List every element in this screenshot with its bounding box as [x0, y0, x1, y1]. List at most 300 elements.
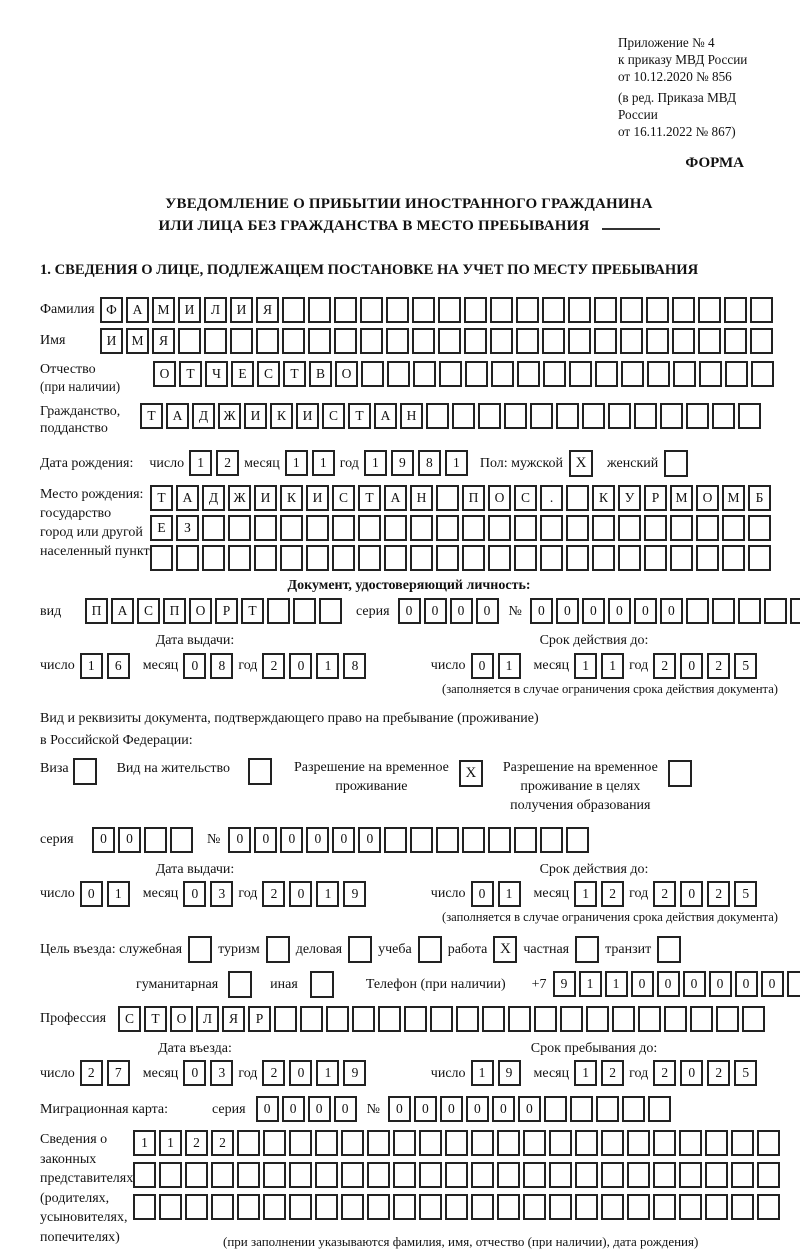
char-cell[interactable]: 0: [660, 598, 683, 624]
char-cell[interactable]: 0: [183, 881, 206, 907]
profession-cells[interactable]: [118, 1006, 765, 1032]
char-cell[interactable]: 1: [316, 881, 339, 907]
char-cell[interactable]: А: [374, 403, 397, 429]
char-cell[interactable]: Т: [140, 403, 163, 429]
char-cell[interactable]: [384, 515, 407, 541]
char-cell[interactable]: М: [126, 328, 149, 354]
char-cell[interactable]: О: [189, 598, 212, 624]
char-cell[interactable]: 0: [450, 598, 473, 624]
char-cell[interactable]: [653, 1194, 676, 1220]
char-cell[interactable]: [575, 1162, 598, 1188]
char-cell[interactable]: [627, 1130, 650, 1156]
char-cell[interactable]: Д: [192, 403, 215, 429]
char-cell[interactable]: [742, 1006, 765, 1032]
char-cell[interactable]: [751, 361, 774, 387]
char-cell[interactable]: 0: [282, 1096, 305, 1122]
char-cell[interactable]: 1: [498, 653, 521, 679]
char-cell[interactable]: 0: [289, 881, 312, 907]
char-cell[interactable]: [750, 297, 773, 323]
char-cell[interactable]: [696, 545, 719, 571]
char-cell[interactable]: [393, 1130, 416, 1156]
migration-card-series-cells[interactable]: [256, 1096, 357, 1122]
id-doc-number-cells[interactable]: [530, 598, 800, 624]
char-cell[interactable]: 0: [256, 1096, 279, 1122]
char-cell[interactable]: [211, 1162, 234, 1188]
char-cell[interactable]: [488, 515, 511, 541]
char-cell[interactable]: 3: [210, 1060, 233, 1086]
char-cell[interactable]: [462, 545, 485, 571]
char-cell[interactable]: [308, 328, 331, 354]
id-doc-kind-cells[interactable]: [85, 598, 342, 624]
char-cell[interactable]: [670, 515, 693, 541]
char-cell[interactable]: [280, 515, 303, 541]
char-cell[interactable]: [300, 1006, 323, 1032]
char-cell[interactable]: [274, 1006, 297, 1032]
char-cell[interactable]: К: [280, 485, 303, 511]
id-expiry-year-cells[interactable]: [653, 653, 757, 679]
birth-day-cells[interactable]: [189, 450, 239, 476]
char-cell[interactable]: 7: [107, 1060, 130, 1086]
char-cell[interactable]: [445, 1162, 468, 1188]
char-cell[interactable]: [738, 403, 761, 429]
char-cell[interactable]: О: [335, 361, 358, 387]
char-cell[interactable]: [228, 515, 251, 541]
char-cell[interactable]: [436, 545, 459, 571]
char-cell[interactable]: Ф: [100, 297, 123, 323]
char-cell[interactable]: [575, 1130, 598, 1156]
char-cell[interactable]: [653, 1130, 676, 1156]
char-cell[interactable]: О: [696, 485, 719, 511]
middlename-cells[interactable]: [153, 361, 774, 387]
char-cell[interactable]: [534, 1006, 557, 1032]
char-cell[interactable]: [367, 1194, 390, 1220]
char-cell[interactable]: 9: [343, 881, 366, 907]
char-cell[interactable]: [386, 297, 409, 323]
resid-issue-day-cells[interactable]: [80, 881, 130, 907]
char-cell[interactable]: [653, 1162, 676, 1188]
char-cell[interactable]: [332, 515, 355, 541]
char-cell[interactable]: Р: [215, 598, 238, 624]
char-cell[interactable]: [514, 827, 537, 853]
char-cell[interactable]: И: [306, 485, 329, 511]
char-cell[interactable]: 0: [183, 653, 206, 679]
char-cell[interactable]: [530, 403, 553, 429]
char-cell[interactable]: [387, 361, 410, 387]
char-cell[interactable]: 0: [471, 881, 494, 907]
representatives-cells-row3[interactable]: [133, 1194, 780, 1220]
purpose-work-checkbox[interactable]: X: [493, 936, 517, 963]
char-cell[interactable]: 0: [680, 881, 703, 907]
char-cell[interactable]: [315, 1162, 338, 1188]
char-cell[interactable]: 0: [518, 1096, 541, 1122]
char-cell[interactable]: [705, 1162, 728, 1188]
char-cell[interactable]: [465, 361, 488, 387]
char-cell[interactable]: [237, 1162, 260, 1188]
char-cell[interactable]: 2: [216, 450, 239, 476]
char-cell[interactable]: [698, 297, 721, 323]
char-cell[interactable]: 1: [364, 450, 387, 476]
char-cell[interactable]: [595, 361, 618, 387]
char-cell[interactable]: [725, 361, 748, 387]
birthplace-cells-row1[interactable]: [150, 485, 771, 511]
char-cell[interactable]: [488, 827, 511, 853]
char-cell[interactable]: 9: [498, 1060, 521, 1086]
char-cell[interactable]: [334, 297, 357, 323]
char-cell[interactable]: [419, 1194, 442, 1220]
gender-female-checkbox[interactable]: [664, 450, 688, 477]
char-cell[interactable]: [594, 297, 617, 323]
birthplace-cells-row3[interactable]: [150, 545, 771, 571]
char-cell[interactable]: 5: [734, 881, 757, 907]
char-cell[interactable]: [679, 1194, 702, 1220]
char-cell[interactable]: [560, 1006, 583, 1032]
char-cell[interactable]: [686, 598, 709, 624]
char-cell[interactable]: [672, 328, 695, 354]
char-cell[interactable]: [722, 515, 745, 541]
char-cell[interactable]: 0: [254, 827, 277, 853]
id-doc-series-cells[interactable]: [398, 598, 499, 624]
citizenship-cells[interactable]: [140, 403, 761, 429]
char-cell[interactable]: С: [257, 361, 280, 387]
char-cell[interactable]: 1: [159, 1130, 182, 1156]
char-cell[interactable]: [267, 598, 290, 624]
char-cell[interactable]: [289, 1162, 312, 1188]
char-cell[interactable]: [315, 1194, 338, 1220]
char-cell[interactable]: 2: [262, 881, 285, 907]
char-cell[interactable]: 1: [445, 450, 468, 476]
char-cell[interactable]: 9: [343, 1060, 366, 1086]
char-cell[interactable]: [566, 545, 589, 571]
char-cell[interactable]: [757, 1162, 780, 1188]
char-cell[interactable]: [464, 328, 487, 354]
phone-cells[interactable]: [553, 971, 800, 997]
char-cell[interactable]: И: [100, 328, 123, 354]
char-cell[interactable]: [523, 1162, 546, 1188]
char-cell[interactable]: [722, 545, 745, 571]
char-cell[interactable]: И: [254, 485, 277, 511]
char-cell[interactable]: 2: [653, 881, 676, 907]
char-cell[interactable]: [638, 1006, 661, 1032]
char-cell[interactable]: [176, 545, 199, 571]
char-cell[interactable]: [436, 827, 459, 853]
char-cell[interactable]: [690, 1006, 713, 1032]
char-cell[interactable]: С: [137, 598, 160, 624]
char-cell[interactable]: [280, 545, 303, 571]
char-cell[interactable]: 0: [471, 653, 494, 679]
char-cell[interactable]: [211, 1194, 234, 1220]
char-cell[interactable]: 0: [735, 971, 758, 997]
char-cell[interactable]: 1: [579, 971, 602, 997]
char-cell[interactable]: [673, 361, 696, 387]
char-cell[interactable]: [586, 1006, 609, 1032]
char-cell[interactable]: [185, 1194, 208, 1220]
char-cell[interactable]: [282, 297, 305, 323]
char-cell[interactable]: [575, 1194, 598, 1220]
char-cell[interactable]: Ч: [205, 361, 228, 387]
char-cell[interactable]: [542, 328, 565, 354]
char-cell[interactable]: [644, 545, 667, 571]
char-cell[interactable]: [648, 1096, 671, 1122]
char-cell[interactable]: [569, 361, 592, 387]
char-cell[interactable]: [133, 1162, 156, 1188]
temp-residence-edu-checkbox[interactable]: [668, 760, 692, 787]
char-cell[interactable]: [679, 1162, 702, 1188]
char-cell[interactable]: [566, 515, 589, 541]
char-cell[interactable]: 0: [683, 971, 706, 997]
char-cell[interactable]: 2: [653, 1060, 676, 1086]
purpose-private-checkbox[interactable]: [575, 936, 599, 963]
char-cell[interactable]: [419, 1162, 442, 1188]
char-cell[interactable]: 0: [358, 827, 381, 853]
char-cell[interactable]: 2: [653, 653, 676, 679]
char-cell[interactable]: [426, 403, 449, 429]
char-cell[interactable]: О: [170, 1006, 193, 1032]
char-cell[interactable]: [523, 1194, 546, 1220]
char-cell[interactable]: 0: [440, 1096, 463, 1122]
char-cell[interactable]: 0: [332, 827, 355, 853]
char-cell[interactable]: [679, 1130, 702, 1156]
char-cell[interactable]: В: [309, 361, 332, 387]
char-cell[interactable]: [471, 1162, 494, 1188]
char-cell[interactable]: 0: [289, 653, 312, 679]
char-cell[interactable]: [757, 1194, 780, 1220]
char-cell[interactable]: С: [332, 485, 355, 511]
char-cell[interactable]: 8: [210, 653, 233, 679]
char-cell[interactable]: [410, 515, 433, 541]
char-cell[interactable]: [254, 515, 277, 541]
char-cell[interactable]: [452, 403, 475, 429]
char-cell[interactable]: А: [166, 403, 189, 429]
char-cell[interactable]: [592, 545, 615, 571]
surname-cells[interactable]: [100, 297, 773, 323]
char-cell[interactable]: [660, 403, 683, 429]
char-cell[interactable]: [178, 328, 201, 354]
char-cell[interactable]: [540, 515, 563, 541]
char-cell[interactable]: 0: [709, 971, 732, 997]
char-cell[interactable]: 3: [210, 881, 233, 907]
char-cell[interactable]: [516, 328, 539, 354]
char-cell[interactable]: [716, 1006, 739, 1032]
char-cell[interactable]: С: [118, 1006, 141, 1032]
char-cell[interactable]: [620, 328, 643, 354]
char-cell[interactable]: 2: [262, 1060, 285, 1086]
char-cell[interactable]: [159, 1162, 182, 1188]
char-cell[interactable]: [549, 1162, 572, 1188]
char-cell[interactable]: 5: [734, 1060, 757, 1086]
char-cell[interactable]: [608, 403, 631, 429]
char-cell[interactable]: [367, 1130, 390, 1156]
char-cell[interactable]: 0: [680, 653, 703, 679]
birth-month-cells[interactable]: [285, 450, 335, 476]
char-cell[interactable]: [582, 403, 605, 429]
char-cell[interactable]: 0: [634, 598, 657, 624]
char-cell[interactable]: [731, 1194, 754, 1220]
char-cell[interactable]: [393, 1162, 416, 1188]
char-cell[interactable]: [263, 1162, 286, 1188]
char-cell[interactable]: П: [163, 598, 186, 624]
gender-male-checkbox[interactable]: X: [569, 450, 593, 477]
char-cell[interactable]: 0: [308, 1096, 331, 1122]
char-cell[interactable]: 1: [133, 1130, 156, 1156]
char-cell[interactable]: [570, 1096, 593, 1122]
char-cell[interactable]: [341, 1162, 364, 1188]
char-cell[interactable]: [282, 328, 305, 354]
char-cell[interactable]: [185, 1162, 208, 1188]
char-cell[interactable]: [750, 328, 773, 354]
char-cell[interactable]: [549, 1130, 572, 1156]
char-cell[interactable]: [543, 361, 566, 387]
char-cell[interactable]: [170, 827, 193, 853]
id-issue-day-cells[interactable]: [80, 653, 130, 679]
char-cell[interactable]: 9: [391, 450, 414, 476]
char-cell[interactable]: [670, 545, 693, 571]
char-cell[interactable]: [646, 328, 669, 354]
char-cell[interactable]: [306, 545, 329, 571]
char-cell[interactable]: К: [270, 403, 293, 429]
char-cell[interactable]: [497, 1194, 520, 1220]
char-cell[interactable]: А: [111, 598, 134, 624]
char-cell[interactable]: 2: [707, 653, 730, 679]
temp-residence-checkbox[interactable]: X: [459, 760, 483, 787]
char-cell[interactable]: [699, 361, 722, 387]
char-cell[interactable]: [731, 1130, 754, 1156]
char-cell[interactable]: [620, 297, 643, 323]
char-cell[interactable]: С: [514, 485, 537, 511]
char-cell[interactable]: П: [85, 598, 108, 624]
char-cell[interactable]: 1: [312, 450, 335, 476]
char-cell[interactable]: [686, 403, 709, 429]
char-cell[interactable]: [445, 1194, 468, 1220]
char-cell[interactable]: Б: [748, 485, 771, 511]
char-cell[interactable]: 0: [680, 1060, 703, 1086]
char-cell[interactable]: [488, 545, 511, 571]
char-cell[interactable]: 1: [574, 1060, 597, 1086]
char-cell[interactable]: А: [384, 485, 407, 511]
char-cell[interactable]: [618, 545, 641, 571]
char-cell[interactable]: 0: [492, 1096, 515, 1122]
entry-day-cells[interactable]: [80, 1060, 130, 1086]
char-cell[interactable]: [386, 328, 409, 354]
char-cell[interactable]: Т: [241, 598, 264, 624]
char-cell[interactable]: 1: [285, 450, 308, 476]
char-cell[interactable]: [568, 297, 591, 323]
char-cell[interactable]: 1: [107, 881, 130, 907]
char-cell[interactable]: Н: [400, 403, 423, 429]
char-cell[interactable]: [544, 1096, 567, 1122]
firstname-cells[interactable]: [100, 328, 773, 354]
char-cell[interactable]: 1: [605, 971, 628, 997]
char-cell[interactable]: [618, 515, 641, 541]
char-cell[interactable]: [634, 403, 657, 429]
char-cell[interactable]: [341, 1130, 364, 1156]
char-cell[interactable]: [393, 1194, 416, 1220]
char-cell[interactable]: 6: [107, 653, 130, 679]
char-cell[interactable]: [542, 297, 565, 323]
char-cell[interactable]: 2: [80, 1060, 103, 1086]
char-cell[interactable]: [332, 545, 355, 571]
char-cell[interactable]: [504, 403, 527, 429]
char-cell[interactable]: [384, 545, 407, 571]
char-cell[interactable]: [672, 297, 695, 323]
id-expiry-month-cells[interactable]: [574, 653, 624, 679]
char-cell[interactable]: Р: [248, 1006, 271, 1032]
char-cell[interactable]: 0: [306, 827, 329, 853]
char-cell[interactable]: [306, 515, 329, 541]
char-cell[interactable]: Д: [202, 485, 225, 511]
char-cell[interactable]: [549, 1194, 572, 1220]
char-cell[interactable]: [230, 328, 253, 354]
char-cell[interactable]: [568, 328, 591, 354]
char-cell[interactable]: [430, 1006, 453, 1032]
char-cell[interactable]: И: [244, 403, 267, 429]
char-cell[interactable]: [202, 515, 225, 541]
char-cell[interactable]: [378, 1006, 401, 1032]
char-cell[interactable]: [419, 1130, 442, 1156]
char-cell[interactable]: [439, 361, 462, 387]
purpose-other-checkbox[interactable]: [310, 971, 334, 998]
char-cell[interactable]: [482, 1006, 505, 1032]
char-cell[interactable]: И: [178, 297, 201, 323]
char-cell[interactable]: 0: [289, 1060, 312, 1086]
char-cell[interactable]: [601, 1194, 624, 1220]
char-cell[interactable]: Р: [644, 485, 667, 511]
char-cell[interactable]: [204, 328, 227, 354]
char-cell[interactable]: [462, 515, 485, 541]
char-cell[interactable]: [601, 1162, 624, 1188]
birth-year-cells[interactable]: [364, 450, 468, 476]
char-cell[interactable]: [263, 1194, 286, 1220]
char-cell[interactable]: [293, 598, 316, 624]
stay-day-cells[interactable]: [471, 1060, 521, 1086]
char-cell[interactable]: [410, 545, 433, 571]
char-cell[interactable]: [438, 297, 461, 323]
char-cell[interactable]: 0: [608, 598, 631, 624]
char-cell[interactable]: 8: [343, 653, 366, 679]
stay-year-cells[interactable]: [653, 1060, 757, 1086]
char-cell[interactable]: [404, 1006, 427, 1032]
char-cell[interactable]: .: [540, 485, 563, 511]
entry-month-cells[interactable]: [183, 1060, 233, 1086]
char-cell[interactable]: [517, 361, 540, 387]
char-cell[interactable]: 0: [183, 1060, 206, 1086]
char-cell[interactable]: О: [488, 485, 511, 511]
char-cell[interactable]: [540, 545, 563, 571]
residence-permit-checkbox[interactable]: [248, 758, 272, 785]
char-cell[interactable]: [456, 1006, 479, 1032]
char-cell[interactable]: А: [176, 485, 199, 511]
char-cell[interactable]: [566, 827, 589, 853]
char-cell[interactable]: [237, 1194, 260, 1220]
purpose-business-checkbox[interactable]: [348, 936, 372, 963]
char-cell[interactable]: [514, 515, 537, 541]
char-cell[interactable]: [360, 297, 383, 323]
resid-doc-series-cells[interactable]: [92, 827, 193, 853]
char-cell[interactable]: [790, 598, 800, 624]
char-cell[interactable]: [491, 361, 514, 387]
resid-expiry-day-cells[interactable]: [471, 881, 521, 907]
char-cell[interactable]: Ж: [218, 403, 241, 429]
representatives-cells-row1[interactable]: [133, 1130, 780, 1156]
char-cell[interactable]: У: [618, 485, 641, 511]
char-cell[interactable]: [705, 1130, 728, 1156]
char-cell[interactable]: [358, 545, 381, 571]
char-cell[interactable]: [594, 328, 617, 354]
char-cell[interactable]: С: [322, 403, 345, 429]
char-cell[interactable]: [256, 328, 279, 354]
char-cell[interactable]: 0: [388, 1096, 411, 1122]
char-cell[interactable]: 0: [424, 598, 447, 624]
char-cell[interactable]: [601, 1130, 624, 1156]
